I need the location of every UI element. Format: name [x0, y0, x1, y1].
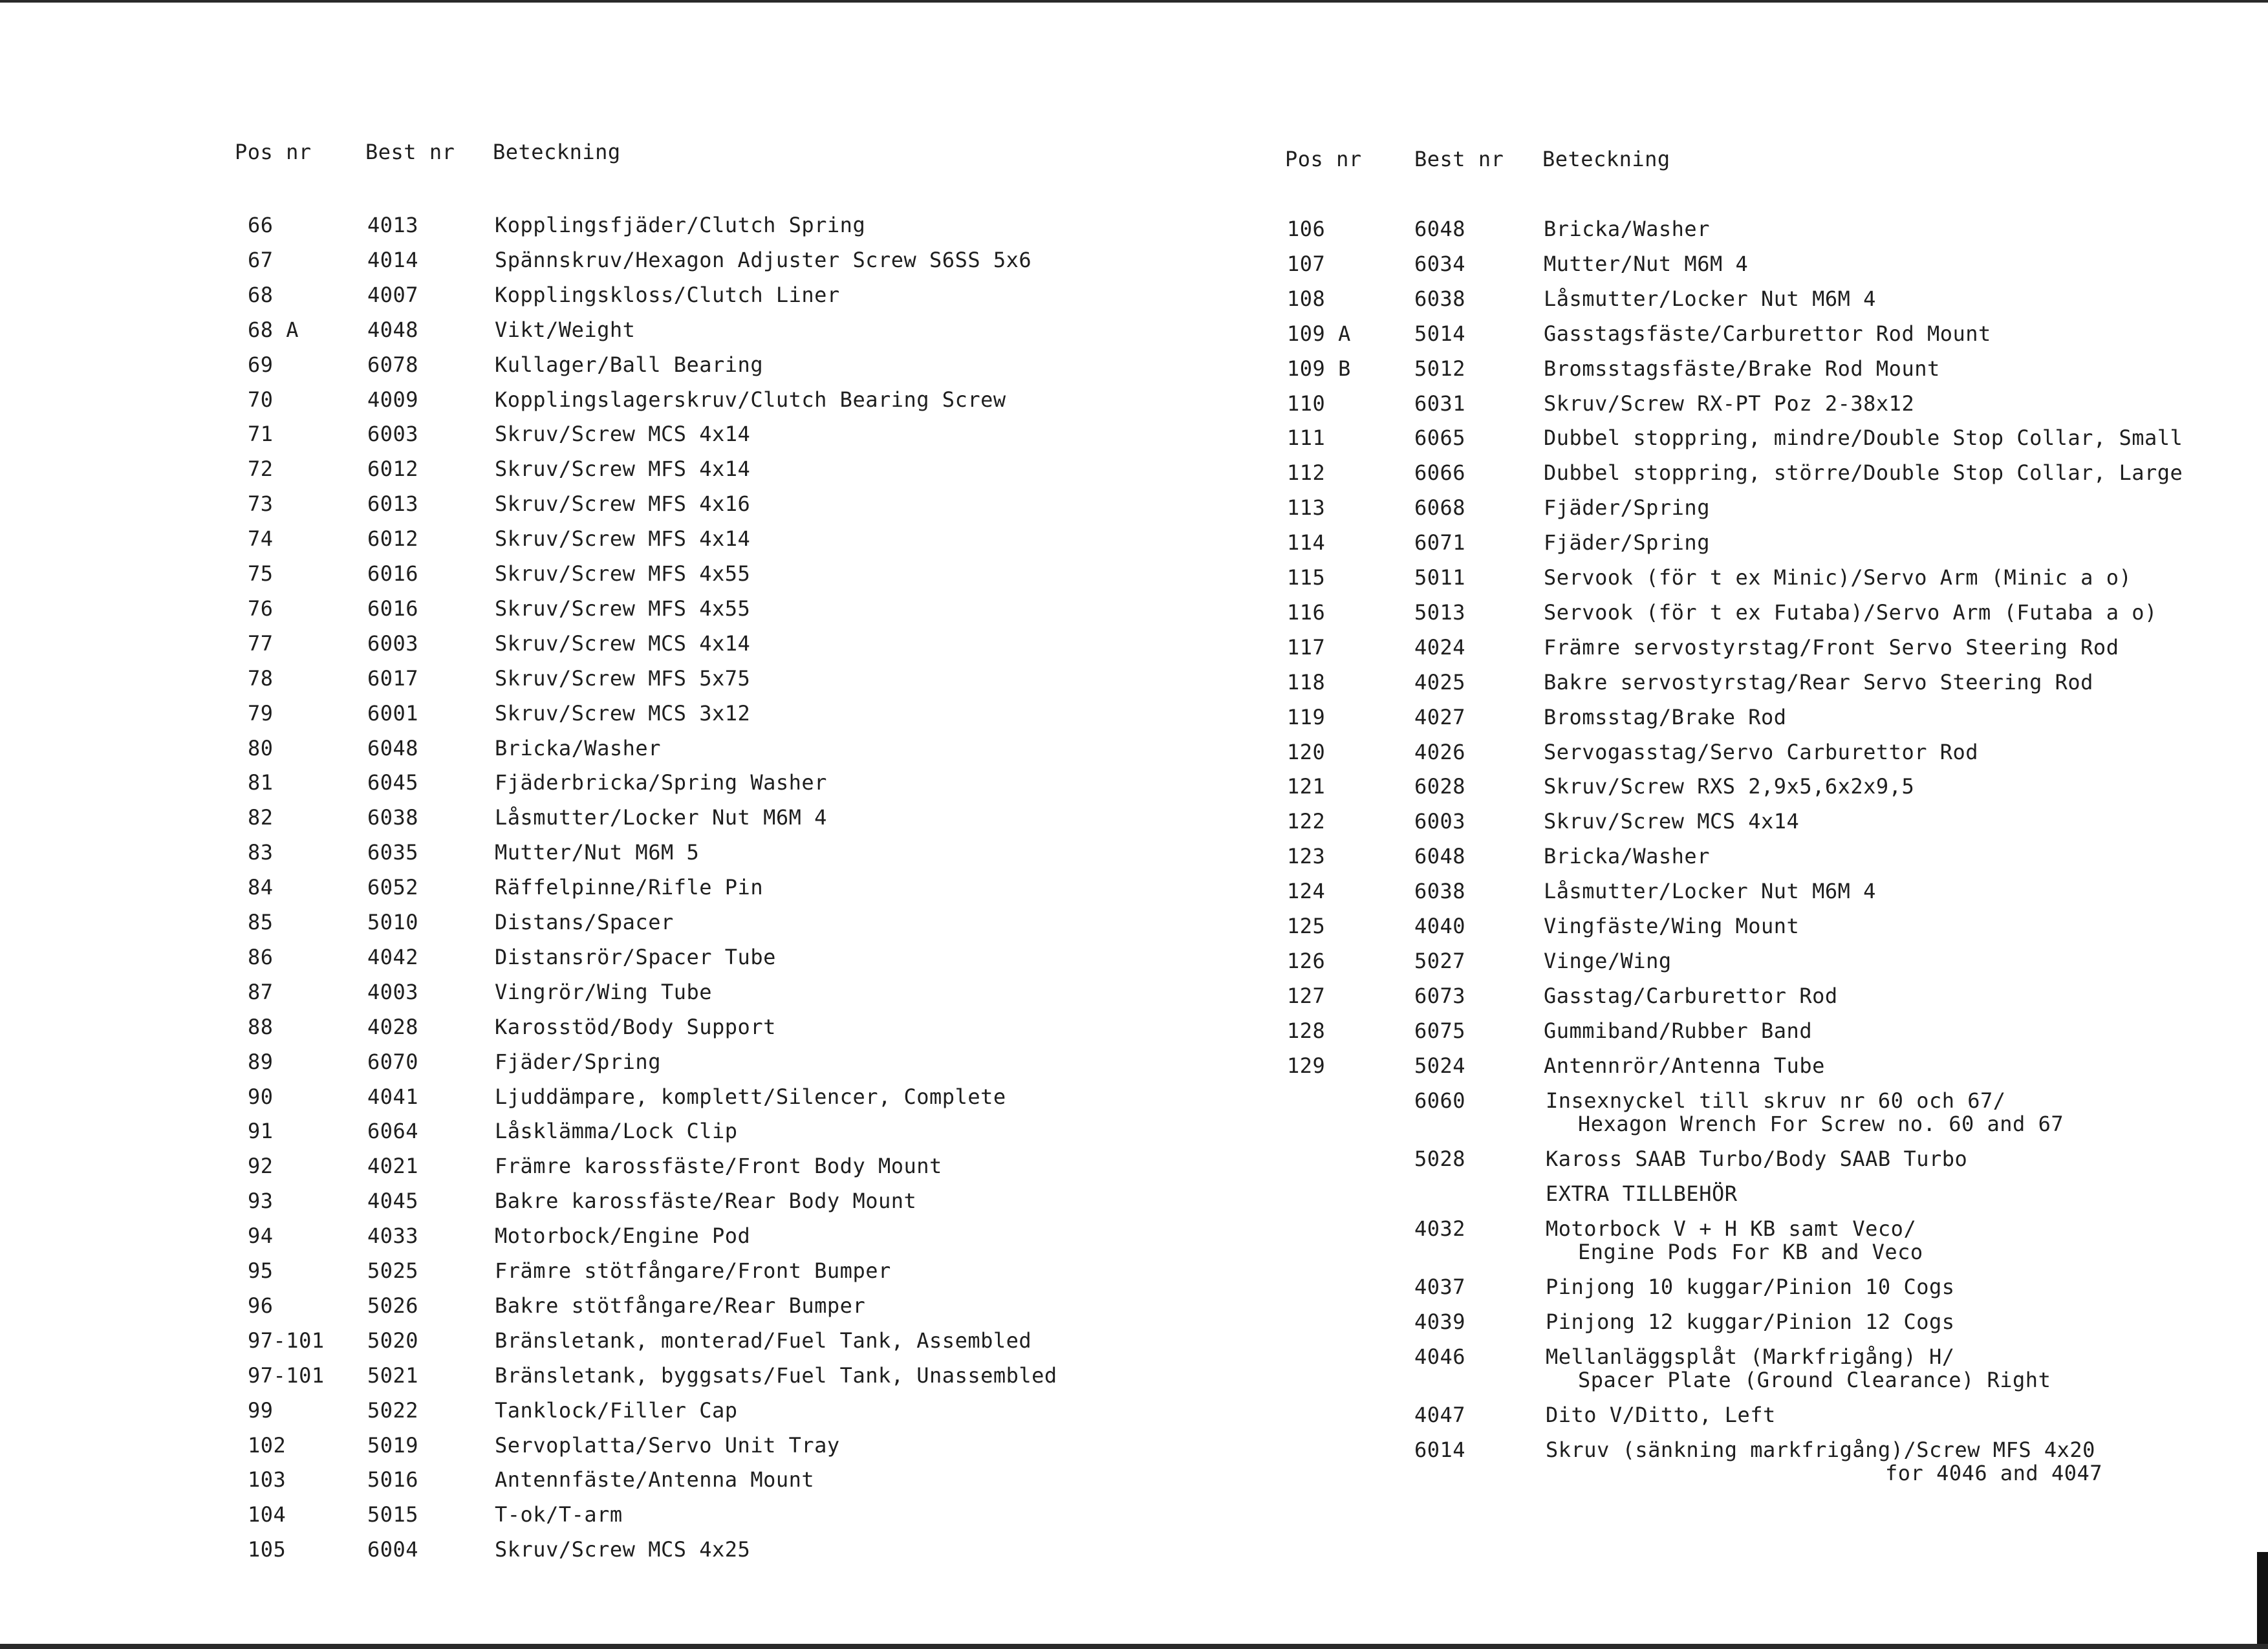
pos-nr: 76 — [248, 596, 274, 621]
left-header-pos: Pos nr — [235, 140, 312, 164]
beteckning: T-ok/T-arm — [495, 1502, 623, 1527]
best-nr: 5015 — [367, 1502, 419, 1527]
beteckning: Vingfäste/Wing Mount — [1544, 914, 1800, 938]
beteckning: EXTRA TILLBEHÖR — [1546, 1181, 1738, 1206]
beteckning: Fjäder/Spring — [1544, 530, 1710, 555]
beteckning: Servook (för t ex Minic)/Servo Arm (Minic a o) — [1544, 565, 2132, 590]
beteckning: Ljuddämpare, komplett/Silencer, Complete — [495, 1084, 1006, 1109]
pos-nr: 99 — [248, 1397, 274, 1423]
beteckning: Bricka/Washer — [495, 735, 661, 760]
beteckning: Skruv/Screw MFS 5x75 — [495, 665, 751, 691]
best-nr: 5021 — [367, 1363, 419, 1388]
beteckning-continuation-text: Hexagon Wrench For Screw no. 60 and 67 — [1578, 1112, 2064, 1136]
pos-nr: 108 — [1287, 286, 1326, 311]
pos-nr: 91 — [248, 1119, 274, 1144]
best-nr: 6003 — [367, 422, 419, 447]
beteckning: Främre karossfäste/Front Body Mount — [495, 1154, 942, 1179]
beteckning: Skruv/Screw MCS 4x14 — [1544, 809, 1800, 834]
beteckning: Dubbel stoppring, mindre/Double Stop Collar, Small — [1544, 426, 2183, 451]
pos-nr: 95 — [248, 1258, 274, 1283]
best-nr: 4026 — [1414, 739, 1466, 764]
best-nr: 6045 — [367, 770, 419, 795]
beteckning: Skruv/Screw MFS 4x55 — [495, 596, 751, 621]
beteckning: Skruv/Screw MCS 3x12 — [495, 700, 751, 726]
best-nr: 4028 — [367, 1014, 419, 1039]
best-nr: 6075 — [1414, 1018, 1466, 1043]
beteckning: Bakre stötfångare/Rear Bumper — [495, 1293, 866, 1318]
beteckning: Bricka/Washer — [1544, 844, 1710, 869]
pos-nr: 120 — [1287, 739, 1326, 764]
best-nr: 4013 — [367, 213, 419, 237]
beteckning: Fjäder/Spring — [495, 1049, 661, 1074]
best-nr: 4041 — [367, 1084, 419, 1109]
beteckning: Spännskruv/Hexagon Adjuster Screw S6SS 5x6 — [495, 247, 1032, 272]
page-edge-top — [0, 0, 2268, 3]
pos-nr: 109 A — [1287, 321, 1351, 346]
beteckning: Servoplatta/Servo Unit Tray — [495, 1432, 840, 1458]
best-nr: 6068 — [1414, 495, 1466, 521]
best-nr: 6034 — [1414, 251, 1466, 276]
best-nr: 6016 — [367, 596, 419, 621]
beteckning: Låsmutter/Locker Nut M6M 4 — [1544, 879, 1876, 904]
pos-nr: 75 — [248, 561, 274, 586]
best-nr: 4033 — [367, 1223, 419, 1249]
pos-nr: 72 — [248, 457, 274, 482]
pos-nr: 122 — [1287, 809, 1326, 834]
pos-nr: 70 — [248, 387, 274, 412]
best-nr: 6014 — [1414, 1438, 1466, 1462]
pos-nr: 113 — [1287, 495, 1326, 521]
right-header-best: Best nr — [1414, 147, 1504, 171]
beteckning: Kaross SAAB Turbo/Body SAAB Turbo — [1546, 1147, 1968, 1171]
best-nr: 6001 — [367, 700, 419, 726]
beteckning: Servook (för t ex Futaba)/Servo Arm (Futaba a o) — [1544, 599, 2157, 625]
beteckning: Skruv/Screw MFS 4x16 — [495, 491, 751, 517]
best-nr: 4009 — [367, 387, 419, 412]
pos-nr: 121 — [1287, 774, 1326, 799]
beteckning: Mellanläggsplåt (Markfrigång) H/ — [1546, 1344, 1955, 1369]
best-nr: 5027 — [1414, 948, 1466, 973]
best-nr: 5028 — [1414, 1147, 1466, 1171]
pos-nr: 105 — [248, 1537, 286, 1562]
beteckning-continuation-text: Spacer Plate (Ground Clearance) Right — [1578, 1368, 2051, 1392]
beteckning: Gummiband/Rubber Band — [1544, 1018, 1813, 1043]
pos-nr: 94 — [248, 1223, 274, 1249]
best-nr: 6073 — [1414, 983, 1466, 1008]
pos-nr: 69 — [248, 352, 274, 377]
beteckning: Bakre karossfäste/Rear Body Mount — [495, 1189, 917, 1214]
best-nr: 6048 — [1414, 844, 1466, 869]
best-nr: 6052 — [367, 875, 419, 900]
best-nr: 4045 — [367, 1189, 419, 1214]
beteckning: Karosstöd/Body Support — [495, 1014, 776, 1039]
best-nr: 6064 — [367, 1119, 419, 1144]
pos-nr: 89 — [248, 1049, 274, 1074]
beteckning: Mutter/Nut M6M 5 — [495, 840, 700, 865]
pos-nr: 78 — [248, 665, 274, 691]
pos-nr: 128 — [1287, 1018, 1326, 1043]
beteckning: Fjäder/Spring — [1544, 495, 1710, 521]
beteckning: Skruv/Screw MFS 4x14 — [495, 457, 751, 482]
pos-nr: 96 — [248, 1293, 274, 1318]
best-nr: 4037 — [1414, 1275, 1466, 1299]
best-nr: 6048 — [1414, 217, 1466, 241]
left-header-best: Best nr — [365, 140, 455, 164]
beteckning: Vikt/Weight — [495, 317, 636, 342]
best-nr: 5025 — [367, 1258, 419, 1283]
beteckning: Skruv/Screw RXS 2,9x5,6x2x9,5 — [1544, 774, 1915, 799]
beteckning: Bricka/Washer — [1544, 217, 1710, 241]
beteckning: Kopplingskloss/Clutch Liner — [495, 282, 840, 307]
right-header-pos: Pos nr — [1285, 147, 1362, 171]
beteckning: Skruv/Screw RX-PT Poz 2-38x12 — [1544, 391, 1915, 416]
beteckning: Motorbock/Engine Pod — [495, 1223, 751, 1249]
best-nr: 5022 — [367, 1397, 419, 1423]
beteckning: Pinjong 12 kuggar/Pinion 12 Cogs — [1546, 1310, 1955, 1334]
pos-nr: 106 — [1287, 217, 1326, 241]
best-nr: 5026 — [367, 1293, 419, 1318]
best-nr: 4014 — [367, 247, 419, 272]
pos-nr: 87 — [248, 979, 274, 1004]
pos-nr: 68 A — [248, 317, 299, 342]
pos-nr: 90 — [248, 1084, 274, 1109]
pos-nr: 110 — [1287, 391, 1326, 416]
best-nr: 4040 — [1414, 914, 1466, 938]
best-nr: 4024 — [1414, 634, 1466, 660]
beteckning: Skruv/Screw MCS 4x25 — [495, 1537, 751, 1562]
pos-nr: 88 — [248, 1014, 274, 1039]
beteckning: Bakre servostyrstag/Rear Servo Steering Rod — [1544, 669, 2093, 695]
best-nr: 6071 — [1414, 530, 1466, 555]
best-nr: 6012 — [367, 526, 419, 552]
pos-nr: 85 — [248, 910, 274, 934]
beteckning: Skruv/Screw MCS 4x14 — [495, 422, 751, 447]
beteckning: Främre stötfångare/Front Bumper — [495, 1258, 891, 1283]
beteckning: Vinge/Wing — [1544, 948, 1672, 973]
beteckning: Antennrör/Antenna Tube — [1544, 1053, 1825, 1078]
left-header-desc: Beteckning — [493, 140, 621, 164]
best-nr: 5024 — [1414, 1053, 1466, 1078]
best-nr: 4042 — [367, 944, 419, 969]
best-nr: 5020 — [367, 1328, 419, 1353]
pos-nr: 116 — [1287, 599, 1326, 625]
beteckning-continuation-text: for 4046 and 4047 — [1885, 1461, 2103, 1485]
best-nr: 4047 — [1414, 1403, 1466, 1427]
best-nr: 6003 — [1414, 809, 1466, 834]
pos-nr: 82 — [248, 805, 274, 830]
best-nr: 6038 — [367, 805, 419, 830]
best-nr: 6004 — [367, 1537, 419, 1562]
pos-nr: 117 — [1287, 634, 1326, 660]
best-nr: 4032 — [1414, 1216, 1466, 1241]
beteckning: Skruv/Screw MFS 4x14 — [495, 526, 751, 552]
pos-nr: 83 — [248, 840, 274, 865]
beteckning: Dubbel stoppring, större/Double Stop Collar, Large — [1544, 460, 2183, 486]
best-nr: 4048 — [367, 317, 419, 342]
pos-nr: 79 — [248, 700, 274, 726]
beteckning: Insexnyckel till skruv nr 60 och 67/ — [1546, 1088, 2006, 1113]
beteckning: Dito V/Ditto, Left — [1546, 1403, 1776, 1427]
pos-nr: 114 — [1287, 530, 1326, 555]
pos-nr: 84 — [248, 875, 274, 900]
best-nr: 6060 — [1414, 1088, 1466, 1113]
beteckning: Antennfäste/Antenna Mount — [495, 1467, 815, 1493]
pos-nr: 118 — [1287, 669, 1326, 695]
pos-nr: 124 — [1287, 879, 1326, 904]
best-nr: 6003 — [367, 630, 419, 656]
pos-nr: 115 — [1287, 565, 1326, 590]
pos-nr: 71 — [248, 422, 274, 447]
pos-nr: 77 — [248, 630, 274, 656]
pos-nr: 102 — [248, 1432, 286, 1458]
beteckning: Låsmutter/Locker Nut M6M 4 — [1544, 286, 1876, 311]
best-nr: 4046 — [1414, 1344, 1466, 1369]
best-nr: 5013 — [1414, 599, 1466, 625]
best-nr: 6013 — [367, 491, 419, 517]
best-nr: 6070 — [367, 1049, 419, 1074]
pos-nr: 104 — [248, 1502, 286, 1527]
pos-nr: 67 — [248, 247, 274, 272]
beteckning: Servogasstag/Servo Carburettor Rod — [1544, 739, 1979, 764]
pos-nr: 73 — [248, 491, 274, 517]
best-nr: 6065 — [1414, 426, 1466, 451]
pos-nr: 80 — [248, 735, 274, 760]
beteckning: Fjäderbricka/Spring Washer — [495, 770, 827, 795]
pos-nr: 112 — [1287, 460, 1326, 486]
best-nr: 5014 — [1414, 321, 1466, 346]
beteckning-continuation-text: Engine Pods For KB and Veco — [1578, 1240, 1923, 1264]
beteckning: Skruv/Screw MCS 4x14 — [495, 630, 751, 656]
beteckning: Bränsletank, monterad/Fuel Tank, Assembled — [495, 1328, 1032, 1353]
pos-nr: 103 — [248, 1467, 286, 1493]
pos-nr: 119 — [1287, 704, 1326, 729]
pos-nr: 66 — [248, 213, 274, 237]
beteckning: Gasstag/Carburettor Rod — [1544, 983, 1838, 1008]
right-header-desc: Beteckning — [1542, 147, 1670, 171]
pos-nr: 125 — [1287, 914, 1326, 938]
beteckning: Motorbock V + H KB samt Veco/ — [1546, 1216, 1917, 1241]
beteckning: Bromsstagsfäste/Brake Rod Mount — [1544, 356, 1940, 381]
pos-nr: 92 — [248, 1154, 274, 1179]
pos-nr: 81 — [248, 770, 274, 795]
best-nr: 6038 — [1414, 286, 1466, 311]
pos-nr: 111 — [1287, 426, 1326, 451]
page-edge-bottom — [0, 1644, 2268, 1649]
pos-nr: 86 — [248, 944, 274, 969]
beteckning: Kullager/Ball Bearing — [495, 352, 764, 377]
best-nr: 5010 — [367, 910, 419, 934]
best-nr: 5019 — [367, 1432, 419, 1458]
best-nr: 4027 — [1414, 704, 1466, 729]
pos-nr: 68 — [248, 282, 274, 307]
best-nr: 5011 — [1414, 565, 1466, 590]
best-nr: 6016 — [367, 561, 419, 586]
best-nr: 6031 — [1414, 391, 1466, 416]
best-nr: 6012 — [367, 457, 419, 482]
best-nr: 5016 — [367, 1467, 419, 1493]
best-nr: 6048 — [367, 735, 419, 760]
beteckning: Främre servostyrstag/Front Servo Steering Rod — [1544, 634, 2119, 660]
best-nr: 6017 — [367, 665, 419, 691]
beteckning: Vingrör/Wing Tube — [495, 979, 713, 1004]
beteckning: Bromsstag/Brake Rod — [1544, 704, 1787, 729]
best-nr: 5012 — [1414, 356, 1466, 381]
beteckning: Pinjong 10 kuggar/Pinion 10 Cogs — [1546, 1275, 1955, 1299]
best-nr: 6038 — [1414, 879, 1466, 904]
best-nr: 4021 — [367, 1154, 419, 1179]
beteckning: Mutter/Nut M6M 4 — [1544, 251, 1749, 276]
beteckning: Kopplingslagerskruv/Clutch Bearing Screw — [495, 387, 1006, 412]
pos-nr: 74 — [248, 526, 274, 552]
beteckning: Kopplingsfjäder/Clutch Spring — [495, 213, 866, 237]
beteckning: Gasstagsfäste/Carburettor Rod Mount — [1544, 321, 1991, 346]
pos-nr: 97-101 — [248, 1363, 325, 1388]
pos-nr: 129 — [1287, 1053, 1326, 1078]
pos-nr: 107 — [1287, 251, 1326, 276]
beteckning: Låsmutter/Locker Nut M6M 4 — [495, 805, 827, 830]
pos-nr: 97-101 — [248, 1328, 325, 1353]
pos-nr: 109 B — [1287, 356, 1351, 381]
beteckning: Låsklämma/Lock Clip — [495, 1119, 738, 1144]
beteckning: Skruv/Screw MFS 4x55 — [495, 561, 751, 586]
best-nr: 6028 — [1414, 774, 1466, 799]
beteckning: Bränsletank, byggsats/Fuel Tank, Unassembled — [495, 1363, 1057, 1388]
pos-nr: 93 — [248, 1189, 274, 1214]
best-nr: 6035 — [367, 840, 419, 865]
beteckning: Tanklock/Filler Cap — [495, 1397, 738, 1423]
pos-nr: 126 — [1287, 948, 1326, 973]
best-nr: 4007 — [367, 282, 419, 307]
best-nr: 6066 — [1414, 460, 1466, 486]
beteckning: Skruv (sänkning markfrigång)/Screw MFS 4x20 — [1546, 1438, 2095, 1462]
page-edge-right — [2257, 1552, 2268, 1649]
best-nr: 4039 — [1414, 1310, 1466, 1334]
pos-nr: 127 — [1287, 983, 1326, 1008]
beteckning: Räffelpinne/Rifle Pin — [495, 875, 764, 900]
beteckning: Distansrör/Spacer Tube — [495, 944, 776, 969]
best-nr: 4025 — [1414, 669, 1466, 695]
best-nr: 4003 — [367, 979, 419, 1004]
best-nr: 6078 — [367, 352, 419, 377]
pos-nr: 123 — [1287, 844, 1326, 869]
beteckning: Distans/Spacer — [495, 910, 674, 934]
